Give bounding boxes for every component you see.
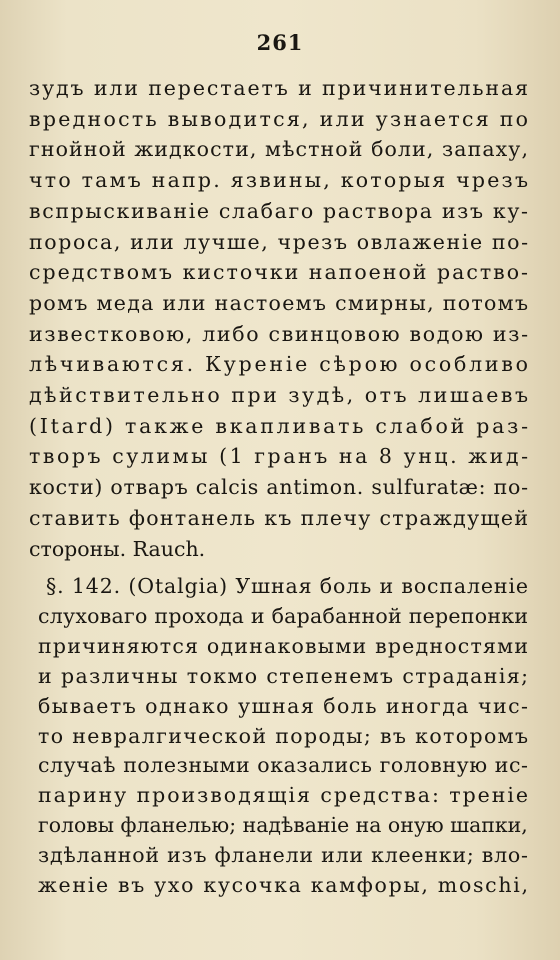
text-line: причиняются одинаковыми вредностями xyxy=(38,633,530,658)
text-line: и различны токмо степенемъ страданія; xyxy=(38,663,530,688)
text-line: вредность выводится, или узнается по xyxy=(29,106,531,131)
text-line: (Itard) также вкапливать слабой раз- xyxy=(29,413,531,438)
text-line: дѣйствительно при зудѣ, отъ лишаевъ xyxy=(29,383,531,407)
text-line: здѣланной изъ фланели или клеенки; вло- xyxy=(38,843,529,868)
text-line: слуховаго прохода и барабанной перепонки xyxy=(38,603,529,628)
text-line: кости) отваръ calcis antimon. sulfuratæ: по- xyxy=(29,475,529,500)
text-line: женіе въ ухо кусочка камфоры, moschi, xyxy=(38,873,530,897)
text-line: парину производящія средства: треніе xyxy=(38,783,530,808)
page-number: 261 xyxy=(256,30,304,55)
text-line: то невралгической породы; въ которомъ xyxy=(38,723,530,748)
text-line: бываетъ однако ушная боль иногда чис- xyxy=(38,693,530,718)
text-line: §. 142. (Otalgia) Ушная боль и воспаленіе xyxy=(46,574,529,598)
text-line: известковою, либо свинцовою водою из- xyxy=(29,321,530,346)
text-line: средствомъ кисточки напоеной раство- xyxy=(29,260,530,285)
text-line: гнойной жидкости, мѣстной боли, запаху, xyxy=(29,137,530,162)
text-line: ромъ меда или настоемъ смирны, потомъ xyxy=(29,290,530,315)
text-line: пороса, или лучше, чрезъ овлаженіе по- xyxy=(29,229,530,254)
text-line: зудъ или перестаетъ и причинительная xyxy=(29,76,530,100)
text-line: что тамъ напр. язвины, которыя чрезъ xyxy=(29,168,531,193)
text-line: творъ сулимы (1 гранъ на 8 унц. жид- xyxy=(29,444,531,469)
text-line: лѣчиваются. Куреніе сѣрою особливо xyxy=(29,352,531,377)
text-line: стороны. Rauch. xyxy=(29,536,206,561)
text-line: вспрыскиваніе слабаго раствора изъ ку- xyxy=(29,198,530,223)
text-line: головы фланелью; надѣваніе на оную шапки, xyxy=(38,813,528,838)
text-line: ставить фонтанель къ плечу страждущей xyxy=(29,505,530,530)
text-line: случаѣ полезными оказались головную ис- xyxy=(38,753,529,778)
